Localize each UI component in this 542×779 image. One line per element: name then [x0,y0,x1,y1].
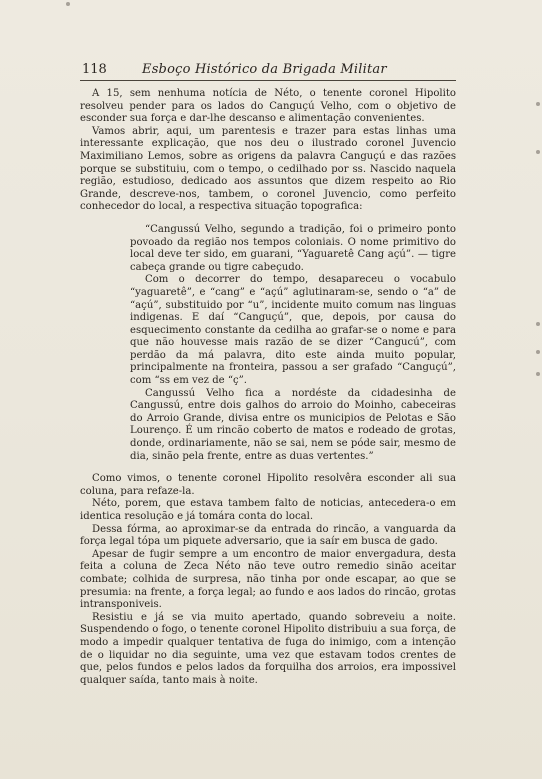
quote-paragraph: “Cangussú Velho, segundo a tradição, foi o primeiro ponto povoado da região nos tempos coloniais. O nome primitivo do local deve ter sido, em guarani, “Yaguaretê Cang açú”. — tigre cabeça grande ou tigre cabeçudo. [130,223,456,273]
page-number: 118 [82,62,107,77]
paragraph: A 15, sem nenhuma notícia de Néto, o tenente coronel Hipolito resolveu pender para os lados do Canguçú Velho, com o objetivo de esconder sua força e dar-lhe descanso e alimentação convenientes. [80,88,456,125]
margin-speck [536,372,540,376]
margin-speck [536,102,540,106]
page-header [80,62,456,81]
paragraph: Dessa fórma, ao aproximar-se da entrada do rincão, a vanguarda da força legal tópa um piquete adversario, que ia saír em busca de gado. [80,523,456,548]
margin-speck [536,150,540,154]
running-title: Esboço Histórico da Brigada Militar [142,62,387,77]
margin-speck [66,2,70,6]
paragraph: Vamos abrir, aqui, um parentesis e trazer para estas linhas uma interessante explicação, que nos deu o ilustrado coronel Juvencio Maximiliano Lemos, sobre as origens da palavra Canguçú e das razões porque se substituiu, com o tempo, o cedilhado por ss. Nascido naquela região, estudioso, dedicado aos assuntos que dizem respeito ao Rio Grande, descreve-nos, tambem, o coronel Juvencio, como perfeito conhecedor do local, a respectiva situação topografica: [80,125,456,213]
paragraph: Resistiu e já se via muito apertado, quando sobreveiu a noite. Suspendendo o fogo, o tenente coronel Hipolito distribuiu a sua força, de modo a impedir qualquer tentativa de fuga do inimigo, com a intenção de o liquidar no dia seguinte, uma vez que estavam todos crentes de que, pelos fundos e pelos lados da forquilha dos arroios, era impossivel qualquer saída, tanto mais à noite. [80,611,456,686]
paragraph: Néto, porem, que estava tambem falto de noticias, antecedera-o em identica resolução e já tomára conta do local. [80,498,456,522]
body-text [80,88,456,687]
paragraph: Como vimos, o tenente coronel Hipolito resolvêra esconder ali sua coluna, para refaze-la. [80,473,456,497]
paragraph: Apesar de fugir sempre a um encontro de maior envergadura, desta feita a coluna de Zeca Néto não teve outro remedio sinão aceitar combate; colhida de surpresa, não tinha por onde escapar, ao que se presumia: na frente, a força legal; ao fundo e aos lados do rincão, grotas intransponiveis. [80,548,456,611]
quote-paragraph: Cangussú Velho fica a nordéste da cidadesinha de Cangussú, entre dois galhos do arroio do Moinho, cabeceiras do Arroio Grande, divisa entre os municipios de Pelotas e São Lourenço. É um rincão coberto de matos e rodeado de grotas, donde, ordinariamente, não se sai, nem se póde sair, mesmo de dia, sinão pela frente, entre as duas vertentes.” [130,387,456,462]
margin-speck [536,322,540,326]
quote-paragraph: Com o decorrer do tempo, desapareceu o vocabulo “yaguaretê”, e “cang” e “açú” aglutinaram-se, sendo o “a” de “açú”, substituido por “u”, incidente muito comum nas linguas indigenas. E daí “Canguçú”, que, depois, por causa do esquecimento constante da cedilha ao grafar-se o nome e para que não houvesse mais razão de se dizer “Cangucú”, com perdão da má palavra, dito este ainda muito popular, principalmente na fronteira, passou a ser grafado “Canguçú”, com “ss em vez de “ç”. [130,274,456,387]
margin-speck [536,350,540,354]
block-quote [130,224,456,463]
